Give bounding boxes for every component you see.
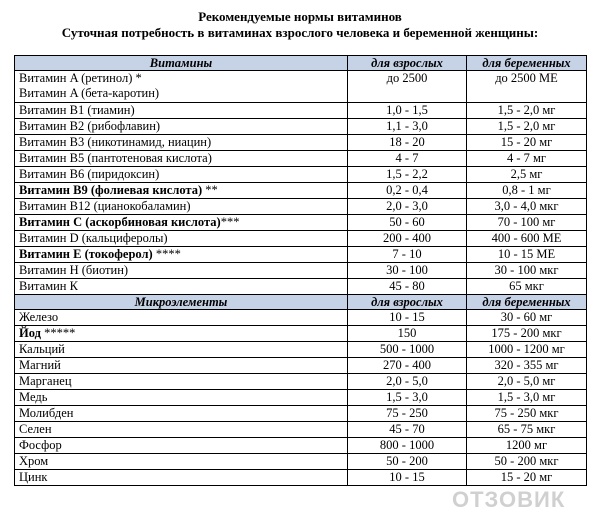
table-row	[15, 199, 587, 215]
name-bold: Йод	[19, 326, 41, 340]
name-cell	[15, 119, 348, 135]
name-text: Хром	[19, 454, 49, 468]
name-cell	[15, 342, 348, 358]
adult-value: 2,0 - 3,0	[348, 199, 467, 215]
pregnant-value: 3,0 - 4,0 мкг	[467, 199, 587, 215]
name-text: Витамин H (биотин)	[19, 263, 129, 277]
table-row	[15, 422, 587, 438]
table-row	[15, 454, 587, 470]
name-cell	[15, 390, 348, 406]
table-row	[15, 438, 587, 454]
header-minerals: Микроэлементы	[15, 295, 348, 310]
name-text: ***	[220, 215, 240, 229]
pregnant-value: 70 - 100 мг	[467, 215, 587, 231]
table-row	[15, 71, 587, 103]
pregnant-value: 175 - 200 мкг	[467, 326, 587, 342]
adult-value: 1,5 - 3,0	[348, 390, 467, 406]
pregnant-value: 0,8 - 1 мг	[467, 183, 587, 199]
table-row	[15, 374, 587, 390]
pregnant-value: 30 - 60 мг	[467, 310, 587, 326]
name-cell	[15, 310, 348, 326]
name-text-2: Витамин A (бета-каротин)	[19, 86, 160, 100]
table-row	[15, 342, 587, 358]
name-text: Кальций	[19, 342, 65, 356]
name-text: Марганец	[19, 374, 72, 388]
name-cell	[15, 231, 348, 247]
pregnant-value: 1000 - 1200 мг	[467, 342, 587, 358]
adult-value: 270 - 400	[348, 358, 467, 374]
pregnant-value: до 2500 МЕ	[467, 71, 587, 103]
adult-value: 10 - 15	[348, 470, 467, 486]
table-row	[15, 151, 587, 167]
name-bold: Витамин В9 (фолиевая кислота)	[19, 183, 203, 197]
name-text: Витамин К	[19, 279, 78, 293]
name-cell	[15, 199, 348, 215]
table-row	[15, 390, 587, 406]
name-text: Медь	[19, 390, 48, 404]
adult-value: 1,1 - 3,0	[348, 119, 467, 135]
name-text: Витамин В6 (пиридоксин)	[19, 167, 160, 181]
name-cell	[15, 71, 348, 103]
name-text: Витамин В5 (пантотеновая кислота)	[19, 151, 212, 165]
pregnant-value: 65 - 75 мкг	[467, 422, 587, 438]
name-cell	[15, 438, 348, 454]
adult-value: 500 - 1000	[348, 342, 467, 358]
name-text: Фосфор	[19, 438, 62, 452]
adult-value: 50 - 60	[348, 215, 467, 231]
vitamins-header-row	[15, 56, 587, 71]
adult-value: 7 - 10	[348, 247, 467, 263]
name-text: Молибден	[19, 406, 74, 420]
table-row	[15, 279, 587, 295]
name-text: Магний	[19, 358, 61, 372]
adult-value: 10 - 15	[348, 310, 467, 326]
adult-value: 1,5 - 2,2	[348, 167, 467, 183]
pregnant-value: 1,5 - 3,0 мг	[467, 390, 587, 406]
watermark-logo: ОТЗОВИК	[452, 487, 566, 512]
pregnant-value: 15 - 20 мг	[467, 135, 587, 151]
pregnant-value: 10 - 15 МЕ	[467, 247, 587, 263]
pregnant-value: 400 - 600 МЕ	[467, 231, 587, 247]
pregnant-value: 1200 мг	[467, 438, 587, 454]
name-cell	[15, 422, 348, 438]
name-cell	[15, 454, 348, 470]
name-text: *****	[40, 326, 76, 340]
name-text: Витамин В3 (никотинамид, ниацин)	[19, 135, 212, 149]
adult-value: 30 - 100	[348, 263, 467, 279]
header-vitamins: Витамины	[15, 56, 348, 71]
pregnant-value: 75 - 250 мкг	[467, 406, 587, 422]
name-cell	[15, 406, 348, 422]
table-row	[15, 231, 587, 247]
table-row	[15, 215, 587, 231]
pregnant-value: 15 - 20 мг	[467, 470, 587, 486]
name-text: Витамин В2 (рибофлавин)	[19, 119, 161, 133]
table-row	[15, 358, 587, 374]
adult-value: 800 - 1000	[348, 438, 467, 454]
name-cell	[15, 470, 348, 486]
adult-value: 50 - 200	[348, 454, 467, 470]
pregnant-value: 4 - 7 мг	[467, 151, 587, 167]
pregnant-value: 65 мкг	[467, 279, 587, 295]
vitamins-table	[14, 55, 587, 486]
name-cell	[15, 103, 348, 119]
name-cell	[15, 374, 348, 390]
name-cell	[15, 183, 348, 199]
adult-value: 18 - 20	[348, 135, 467, 151]
name-cell	[15, 263, 348, 279]
name-cell	[15, 135, 348, 151]
adult-value: 45 - 80	[348, 279, 467, 295]
pregnant-value: 2,5 мг	[467, 167, 587, 183]
header-adults-2: для взрослых	[348, 295, 467, 310]
table-row	[15, 310, 587, 326]
page-subtitle: Суточная потребность в витаминах взрослого человека и беременной женщины:	[61, 25, 539, 40]
pregnant-value: 50 - 200 мкг	[467, 454, 587, 470]
name-text: Витамин В1 (тиамин)	[19, 103, 135, 117]
table-row	[15, 326, 587, 342]
table-row	[15, 406, 587, 422]
name-text: Селен	[19, 422, 52, 436]
name-bold: Витамин E (токоферол)	[19, 247, 153, 261]
adult-value: 2,0 - 5,0	[348, 374, 467, 390]
table-row	[15, 119, 587, 135]
header-pregnant-2: для беременных	[467, 295, 587, 310]
table-row	[15, 167, 587, 183]
name-cell	[15, 215, 348, 231]
name-text: **	[202, 183, 218, 197]
table-row	[15, 135, 587, 151]
adult-value: 75 - 250	[348, 406, 467, 422]
adult-value: до 2500	[348, 71, 467, 103]
pregnant-value: 2,0 - 5,0 мг	[467, 374, 587, 390]
name-cell	[15, 279, 348, 295]
adult-value: 1,0 - 1,5	[348, 103, 467, 119]
adult-value: 0,2 - 0,4	[348, 183, 467, 199]
name-text: Витамин D (кальциферолы)	[19, 231, 168, 245]
pregnant-value: 1,5 - 2,0 мг	[467, 119, 587, 135]
name-text: Витамин В12 (цианокобаламин)	[19, 199, 191, 213]
name-text: Железо	[19, 310, 59, 324]
adult-value: 45 - 70	[348, 422, 467, 438]
pregnant-value: 1,5 - 2,0 мг	[467, 103, 587, 119]
table-row	[15, 247, 587, 263]
pregnant-value: 30 - 100 мкг	[467, 263, 587, 279]
name-cell	[15, 326, 348, 342]
adult-value: 150	[348, 326, 467, 342]
adult-value: 200 - 400	[348, 231, 467, 247]
name-cell	[15, 358, 348, 374]
adult-value: 4 - 7	[348, 151, 467, 167]
pregnant-value: 320 - 355 мг	[467, 358, 587, 374]
header-pregnant: для беременных	[467, 56, 587, 71]
table-row	[15, 183, 587, 199]
name-text: Цинк	[19, 470, 48, 484]
name-cell	[15, 167, 348, 183]
minerals-header-row	[15, 295, 587, 310]
name-text: ****	[152, 247, 181, 261]
name-bold: Витамин С (аскорбиновая кислота)	[19, 215, 221, 229]
table-row	[15, 470, 587, 486]
header-adults: для взрослых	[348, 56, 467, 71]
name-cell	[15, 247, 348, 263]
page-title: Рекомендуемые нормы витаминов	[198, 9, 402, 24]
table-row	[15, 263, 587, 279]
name-text: Витамин A (ретинол) *	[19, 71, 142, 85]
table-row	[15, 103, 587, 119]
name-cell	[15, 151, 348, 167]
